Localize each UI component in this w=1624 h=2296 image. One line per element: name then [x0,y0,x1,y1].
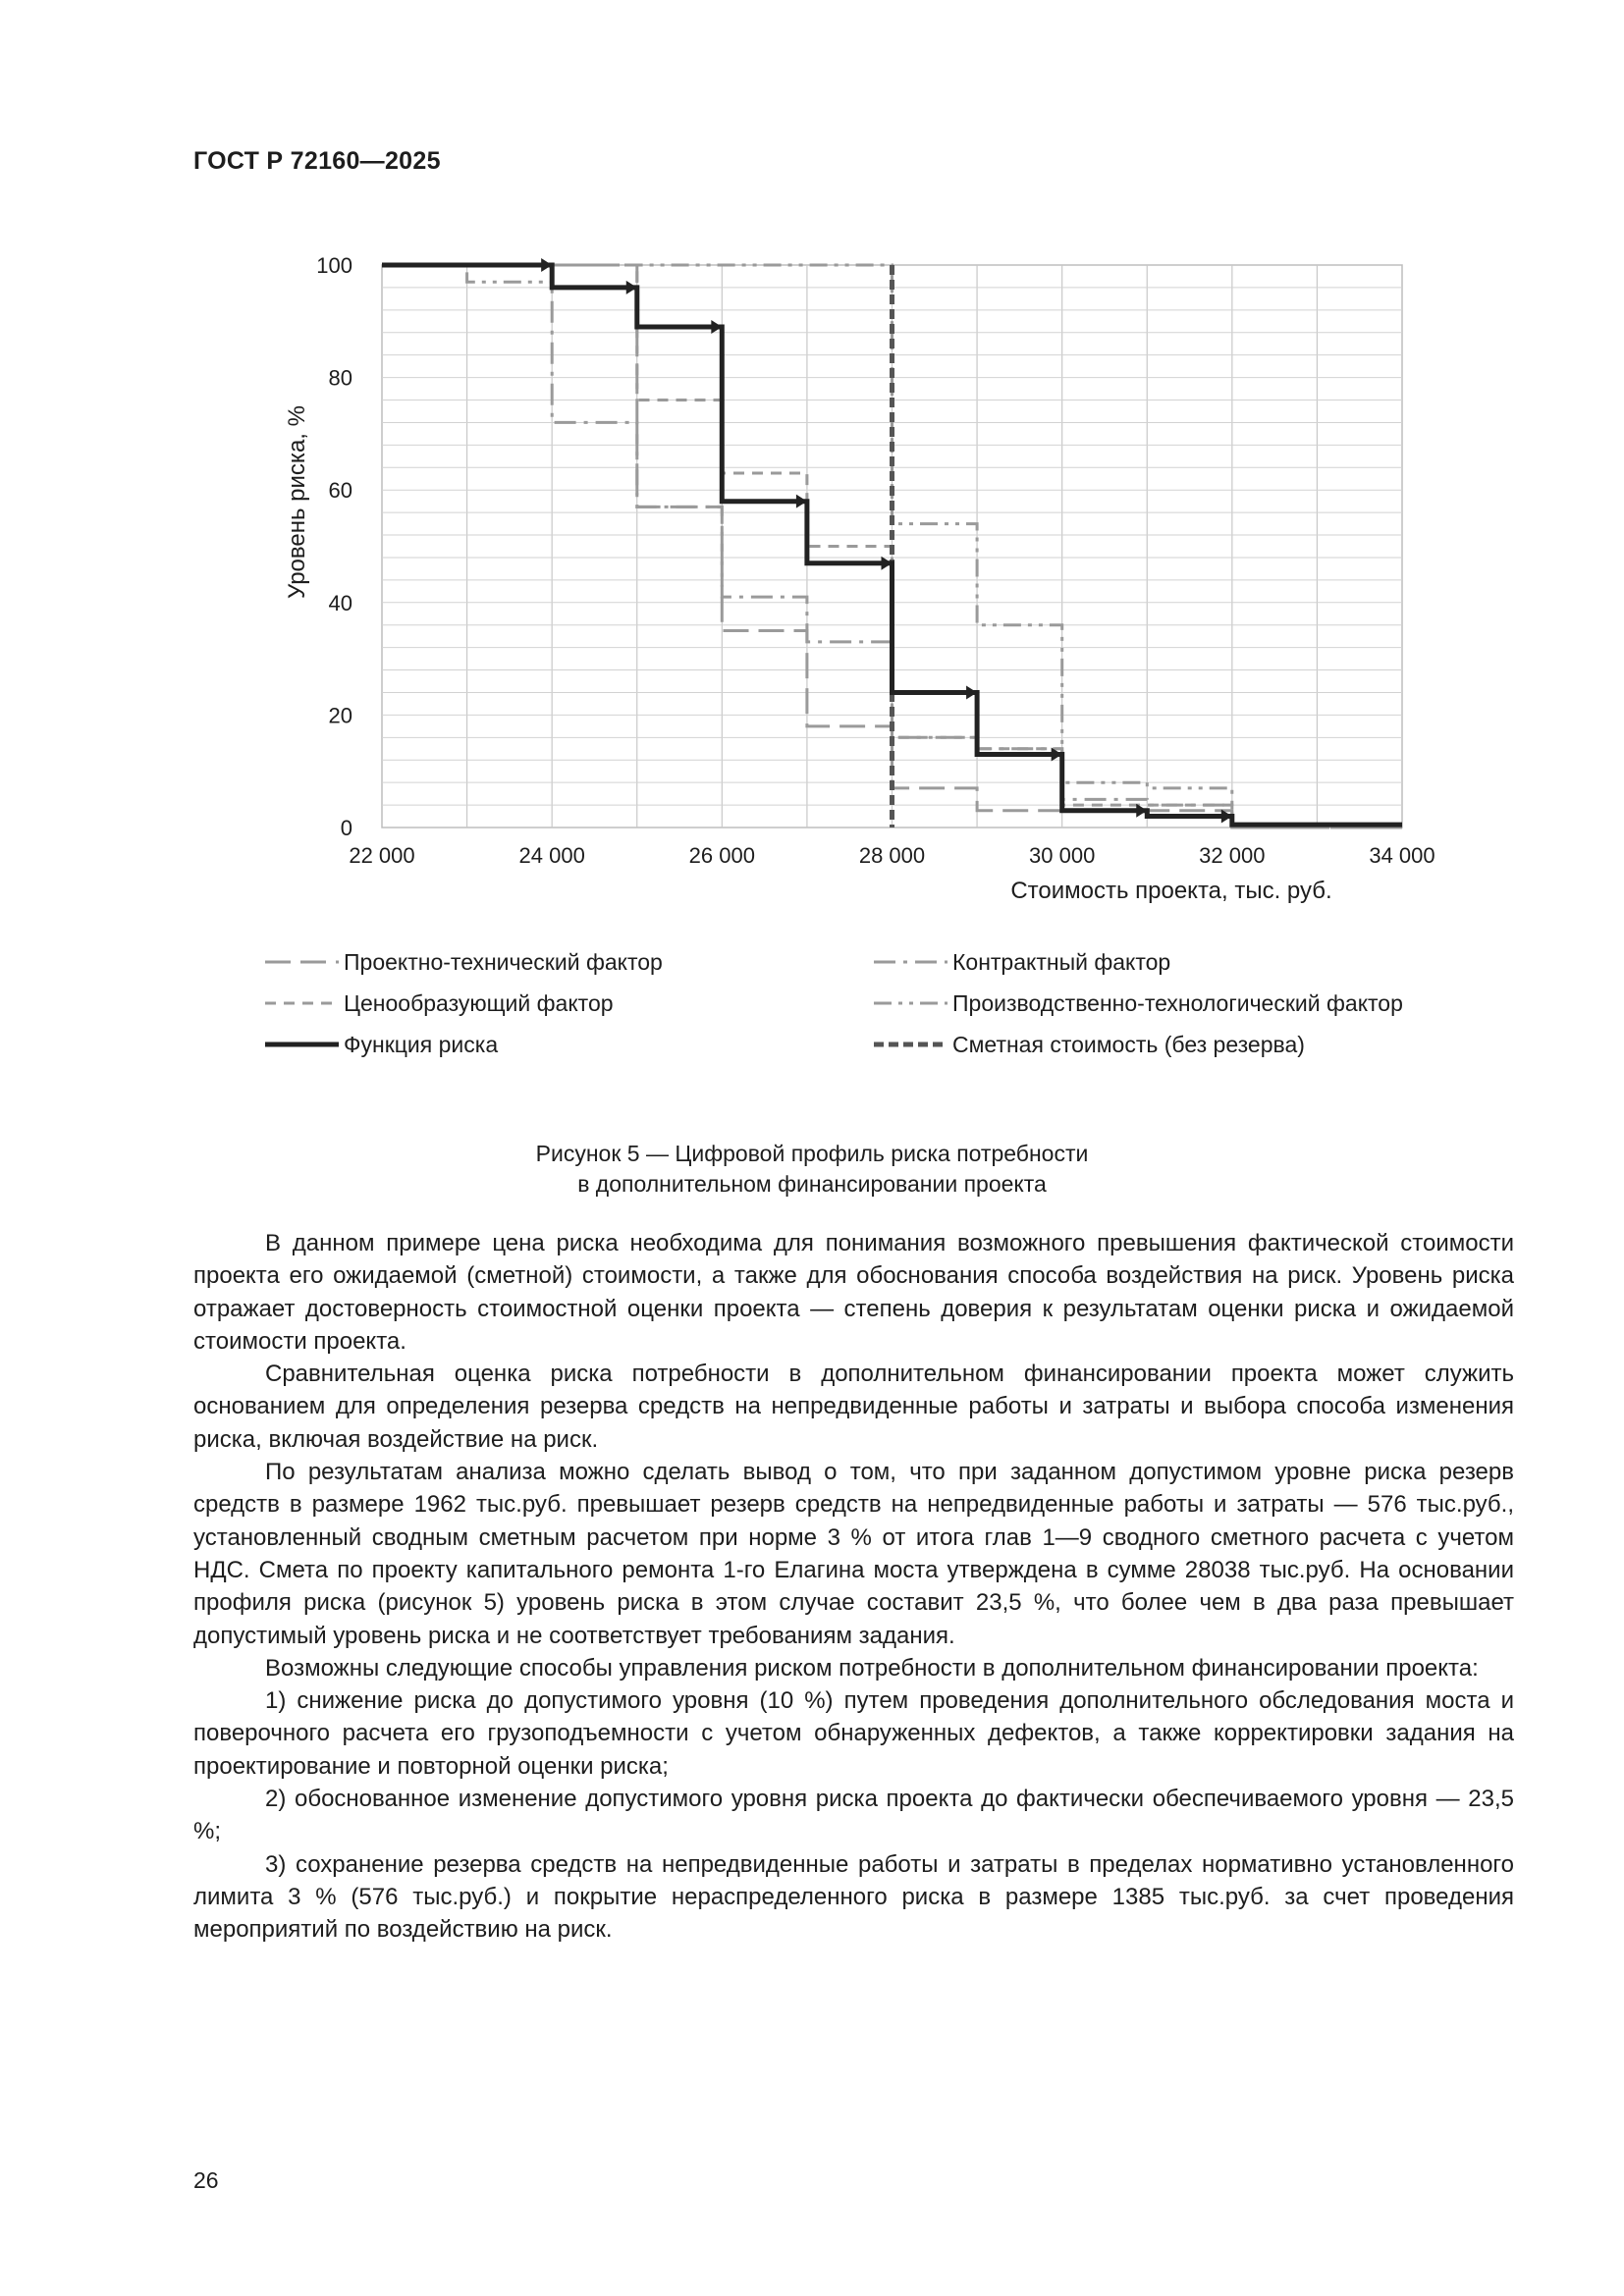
x-tick-label: 28 000 [858,843,926,868]
x-axis-label: Стоимость проекта, тыс. руб. [1010,878,1332,904]
legend-label: Ценообразующий фактор [344,990,614,1016]
page-number: 26 [193,2167,219,2193]
chart-canvas [0,0,1624,1080]
legend-label: Производственно-технологический фактор [952,990,1403,1016]
legend-label: Функция риска [344,1032,499,1057]
paragraph: 3) сохранение резерва средств на непредвиденные работы и затраты в пределах нормативно установленного лимита 3 % (576 тыс.руб.) и покрытие нераспределенного риска в размере 1385 тыс.руб. за счет проведения мероприятий по воздействию на риск. [193,1850,1514,1944]
x-tick-label: 30 000 [1029,843,1096,868]
x-tick-label: 26 000 [688,843,755,868]
y-tick-label: 60 [328,478,352,504]
paragraph: По результатам анализа можно сделать вывод о том, что при заданном допустимом уровне риска резерв средств в размере 1962 тыс.руб. превышает резерв средств на непредвиденные работы и затраты — 576 тыс.руб., установленный сводным сметным расчетом при норме 3 % от итога глав 1—9 сводного сметного расчета с учетом НДС. Смета по проекту капитального ремонта 1-го Елагина моста утверждена в сумме 28038 тыс.руб. На основании профиля риска (рисунок 5) уровень риска в этом случае составит 23,5 %, что более чем в два раза превышает допустимый уровень риска и не соответствует требованиям задания. [193,1459,1514,1649]
paragraph: 2) обоснованное изменение допустимого уровня риска проекта до фактически обеспечиваемого уровня — 23,5 %; [193,1786,1514,1845]
legend-item [265,949,663,975]
x-tick-label: 22 000 [349,843,415,868]
paragraph: 1) снижение риска до допустимого уровня (10 %) путем проведения дополнительного обследования моста и поверочного расчета его грузоподъемности с учетом обнаруженных дефектов, а также корректировки задания на проектирование и повторной оценки риска; [193,1687,1514,1780]
y-tick-label: 0 [340,816,352,840]
paragraph: Сравнительная оценка риска потребности в дополнительном финансировании проекта может служить основанием для определения резерва средств на непредвиденные работы и затраты и выбора способа изменения риска, включая воздействие на риск. [193,1361,1514,1453]
legend-label: Сметная стоимость (без резерва) [952,1032,1305,1057]
x-tick-label: 34 000 [1369,843,1435,868]
paragraph: В данном примере цена риска необходима для понимания возможного превышения фактической стоимости проекта его ожидаемой (сметной) стоимости, а также для обоснования способа воздействия на риск. Уровень риска отражает достоверность стоимостной оценки проекта — степень доверия к результатам оценки риска и ожидаемой стоимости проекта. [193,1230,1514,1355]
body-text [193,1227,1514,1947]
y-tick-label: 100 [316,253,352,278]
x-tick-label: 32 000 [1199,843,1266,868]
legend-item [265,1032,498,1057]
x-tick-label: 24 000 [518,843,585,868]
risk-profile-chart [0,0,1624,1080]
legend-label: Контрактный фактор [952,949,1171,975]
legend-item [265,990,614,1016]
figure-caption [0,1139,1624,1200]
y-axis-label: Уровень риска, % [284,405,310,599]
y-tick-label: 40 [328,590,352,615]
legend-item [874,1032,1305,1057]
paragraph: Возможны следующие способы управления риском потребности в дополнительном финансировании проекта: [265,1654,1479,1682]
legend-item [874,949,1170,975]
figure-caption-line-1: Рисунок 5 — Цифровой профиль риска потребности [535,1141,1089,1166]
document-header: ГОСТ Р 72160—2025 [193,147,441,175]
figure-caption-line-2: в дополнительном финансировании проекта [577,1171,1047,1197]
y-tick-label: 80 [328,365,352,391]
legend-label: Проектно-технический фактор [344,949,663,975]
y-tick-label: 20 [328,703,352,728]
legend-item [874,990,1403,1016]
